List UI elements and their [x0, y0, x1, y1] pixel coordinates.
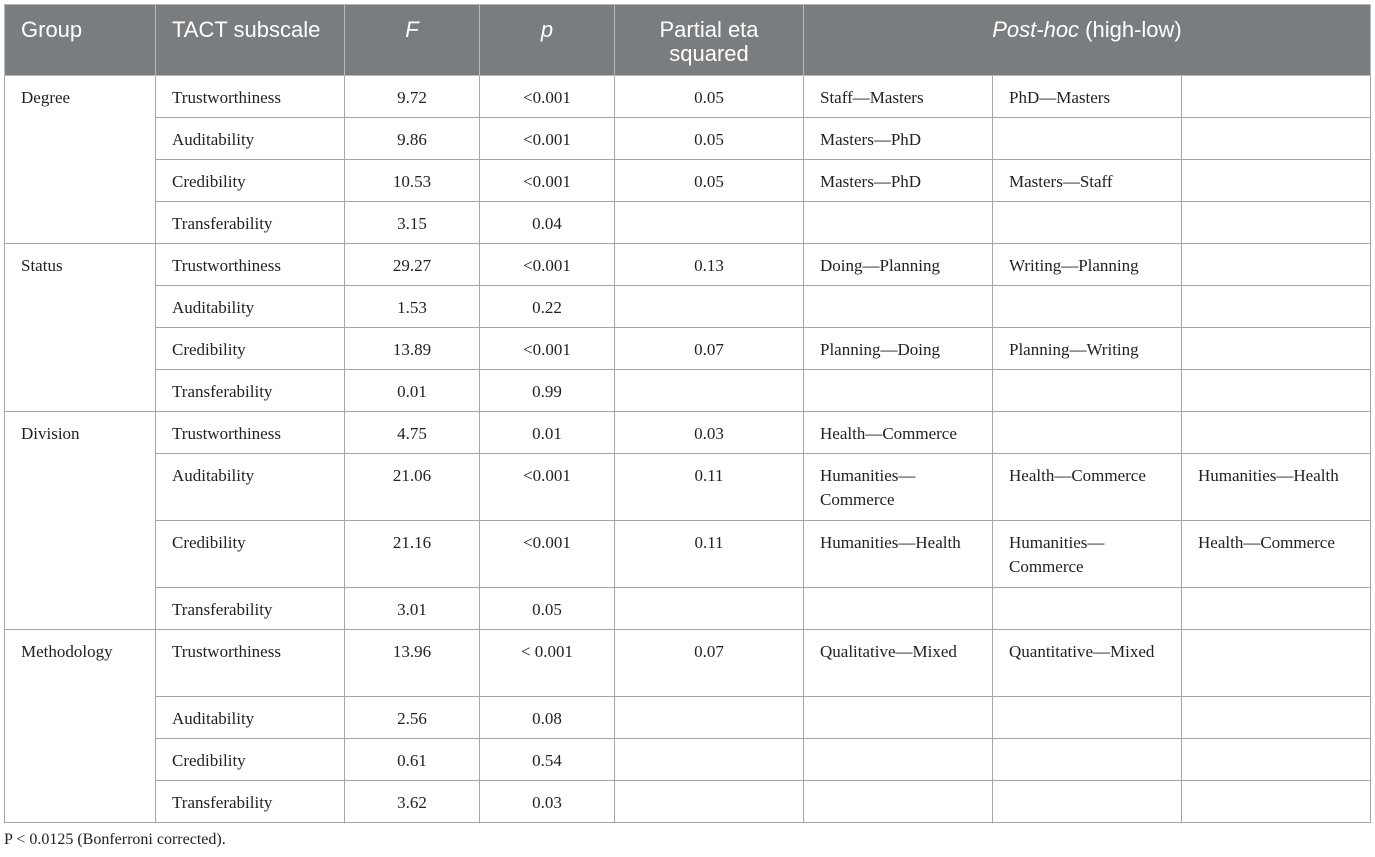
posthoc-cell-2	[993, 118, 1182, 160]
f-value-cell: 3.62	[345, 781, 480, 823]
p-value-cell: 0.08	[480, 697, 615, 739]
posthoc-cell-1: Humanities—Commerce	[804, 454, 993, 521]
posthoc-cell-3	[1182, 160, 1371, 202]
posthoc-cell-1: Masters—PhD	[804, 118, 993, 160]
p-value-cell: <0.001	[480, 76, 615, 118]
subscale-cell: Auditability	[156, 286, 345, 328]
subscale-cell: Trustworthiness	[156, 412, 345, 454]
group-cell	[5, 286, 156, 328]
eta-cell	[615, 697, 804, 739]
table-row	[5, 781, 1371, 823]
group-cell: Degree	[5, 76, 156, 118]
posthoc-cell-1	[804, 697, 993, 739]
posthoc-cell-3	[1182, 286, 1371, 328]
posthoc-cell-1: Planning—Doing	[804, 328, 993, 370]
posthoc-cell-2: Writing—Planning	[993, 244, 1182, 286]
header-posthoc	[804, 5, 1371, 76]
subscale-cell: Trustworthiness	[156, 244, 345, 286]
f-value-cell: 9.72	[345, 76, 480, 118]
posthoc-cell-2	[993, 412, 1182, 454]
table-row	[5, 412, 1371, 454]
f-value-cell: 29.27	[345, 244, 480, 286]
f-value-cell: 1.53	[345, 286, 480, 328]
subscale-cell: Auditability	[156, 118, 345, 160]
eta-cell: 0.11	[615, 454, 804, 521]
posthoc-cell-1	[804, 781, 993, 823]
subscale-cell: Trustworthiness	[156, 76, 345, 118]
posthoc-cell-2	[993, 588, 1182, 630]
table-row	[5, 328, 1371, 370]
p-value-cell: <0.001	[480, 521, 615, 588]
posthoc-cell-1	[804, 286, 993, 328]
group-cell: Status	[5, 244, 156, 286]
posthoc-cell-3: Health—Commerce	[1182, 521, 1371, 588]
f-value-cell: 0.61	[345, 739, 480, 781]
eta-cell	[615, 781, 804, 823]
posthoc-cell-1	[804, 588, 993, 630]
group-cell	[5, 118, 156, 160]
posthoc-cell-2: Humanities—Commerce	[993, 521, 1182, 588]
table-row	[5, 244, 1371, 286]
group-cell	[5, 202, 156, 244]
eta-cell: 0.07	[615, 328, 804, 370]
eta-cell: 0.05	[615, 160, 804, 202]
posthoc-cell-3	[1182, 118, 1371, 160]
table-row	[5, 202, 1371, 244]
posthoc-cell-3	[1182, 739, 1371, 781]
group-cell: Methodology	[5, 630, 156, 697]
p-value-cell: < 0.001	[480, 630, 615, 697]
header-p-text: p	[540, 17, 554, 42]
eta-cell	[615, 370, 804, 412]
p-value-cell: 0.22	[480, 286, 615, 328]
group-cell	[5, 588, 156, 630]
table-row	[5, 118, 1371, 160]
header-row	[5, 5, 1371, 76]
posthoc-cell-1: Masters—PhD	[804, 160, 993, 202]
posthoc-cell-2	[993, 739, 1182, 781]
p-value-cell: <0.001	[480, 328, 615, 370]
header-p	[480, 5, 615, 76]
header-posthoc-rest: (high-low)	[1079, 17, 1182, 42]
table-row	[5, 286, 1371, 328]
eta-cell	[615, 286, 804, 328]
p-value-cell: <0.001	[480, 244, 615, 286]
group-cell	[5, 454, 156, 521]
group-cell	[5, 697, 156, 739]
posthoc-cell-3	[1182, 244, 1371, 286]
f-value-cell: 3.01	[345, 588, 480, 630]
posthoc-cell-3	[1182, 202, 1371, 244]
header-f	[345, 5, 480, 76]
eta-cell	[615, 202, 804, 244]
eta-cell: 0.07	[615, 630, 804, 697]
p-value-cell: <0.001	[480, 454, 615, 521]
eta-cell: 0.05	[615, 118, 804, 160]
f-value-cell: 0.01	[345, 370, 480, 412]
subscale-cell: Credibility	[156, 521, 345, 588]
table-row	[5, 697, 1371, 739]
posthoc-cell-1: Qualitative—Mixed	[804, 630, 993, 697]
group-cell	[5, 328, 156, 370]
table-row	[5, 76, 1371, 118]
subscale-cell: Trustworthiness	[156, 630, 345, 697]
table-row	[5, 160, 1371, 202]
posthoc-cell-2: Masters—Staff	[993, 160, 1182, 202]
header-group: Group	[5, 5, 156, 76]
posthoc-cell-2	[993, 370, 1182, 412]
posthoc-cell-2: PhD—Masters	[993, 76, 1182, 118]
subscale-cell: Credibility	[156, 328, 345, 370]
posthoc-cell-3	[1182, 781, 1371, 823]
anova-results-table	[4, 4, 1371, 823]
posthoc-cell-3	[1182, 630, 1371, 697]
f-value-cell: 3.15	[345, 202, 480, 244]
table-row	[5, 521, 1371, 588]
header-f-text: F	[405, 17, 419, 42]
p-value-cell: 0.01	[480, 412, 615, 454]
p-value-cell: 0.05	[480, 588, 615, 630]
posthoc-cell-2: Quantitative—Mixed	[993, 630, 1182, 697]
table-row	[5, 370, 1371, 412]
posthoc-cell-3	[1182, 370, 1371, 412]
header-eta: Partial eta squared	[615, 5, 804, 76]
posthoc-cell-2: Planning—Writing	[993, 328, 1182, 370]
eta-cell	[615, 588, 804, 630]
f-value-cell: 2.56	[345, 697, 480, 739]
table-body	[5, 76, 1371, 823]
p-value-cell: 0.04	[480, 202, 615, 244]
subscale-cell: Transferability	[156, 781, 345, 823]
subscale-cell: Credibility	[156, 160, 345, 202]
posthoc-cell-3	[1182, 697, 1371, 739]
posthoc-cell-3	[1182, 328, 1371, 370]
subscale-cell: Transferability	[156, 370, 345, 412]
f-value-cell: 9.86	[345, 118, 480, 160]
table-row	[5, 588, 1371, 630]
p-value-cell: <0.001	[480, 160, 615, 202]
results-table-container	[4, 4, 1370, 849]
posthoc-cell-1: Health—Commerce	[804, 412, 993, 454]
f-value-cell: 21.16	[345, 521, 480, 588]
p-value-cell: <0.001	[480, 118, 615, 160]
subscale-cell: Transferability	[156, 588, 345, 630]
posthoc-cell-1: Humanities—Health	[804, 521, 993, 588]
group-cell	[5, 781, 156, 823]
posthoc-cell-1	[804, 370, 993, 412]
posthoc-cell-1: Staff—Masters	[804, 76, 993, 118]
eta-cell: 0.05	[615, 76, 804, 118]
group-cell	[5, 521, 156, 588]
p-value-cell: 0.03	[480, 781, 615, 823]
f-value-cell: 13.89	[345, 328, 480, 370]
posthoc-cell-3	[1182, 412, 1371, 454]
p-value-cell: 0.99	[480, 370, 615, 412]
subscale-cell: Transferability	[156, 202, 345, 244]
posthoc-cell-2	[993, 286, 1182, 328]
header-subscale: TACT subscale	[156, 5, 345, 76]
table-row	[5, 630, 1371, 697]
f-value-cell: 13.96	[345, 630, 480, 697]
posthoc-cell-3	[1182, 76, 1371, 118]
eta-cell: 0.03	[615, 412, 804, 454]
table-footnote: P < 0.0125 (Bonferroni corrected).	[4, 831, 226, 848]
table-row	[5, 739, 1371, 781]
subscale-cell: Auditability	[156, 697, 345, 739]
posthoc-cell-2	[993, 697, 1182, 739]
f-value-cell: 21.06	[345, 454, 480, 521]
posthoc-cell-3	[1182, 588, 1371, 630]
f-value-cell: 4.75	[345, 412, 480, 454]
group-cell: Division	[5, 412, 156, 454]
posthoc-cell-1	[804, 739, 993, 781]
posthoc-cell-2	[993, 202, 1182, 244]
posthoc-cell-3: Humanities—Health	[1182, 454, 1371, 521]
group-cell	[5, 160, 156, 202]
subscale-cell: Auditability	[156, 454, 345, 521]
p-value-cell: 0.54	[480, 739, 615, 781]
group-cell	[5, 370, 156, 412]
posthoc-cell-1	[804, 202, 993, 244]
f-value-cell: 10.53	[345, 160, 480, 202]
table-row	[5, 454, 1371, 521]
posthoc-cell-2	[993, 781, 1182, 823]
posthoc-cell-2: Health—Commerce	[993, 454, 1182, 521]
group-cell	[5, 739, 156, 781]
subscale-cell: Credibility	[156, 739, 345, 781]
header-posthoc-italic: Post-hoc	[992, 17, 1080, 42]
posthoc-cell-1: Doing—Planning	[804, 244, 993, 286]
eta-cell: 0.13	[615, 244, 804, 286]
eta-cell	[615, 739, 804, 781]
eta-cell: 0.11	[615, 521, 804, 588]
